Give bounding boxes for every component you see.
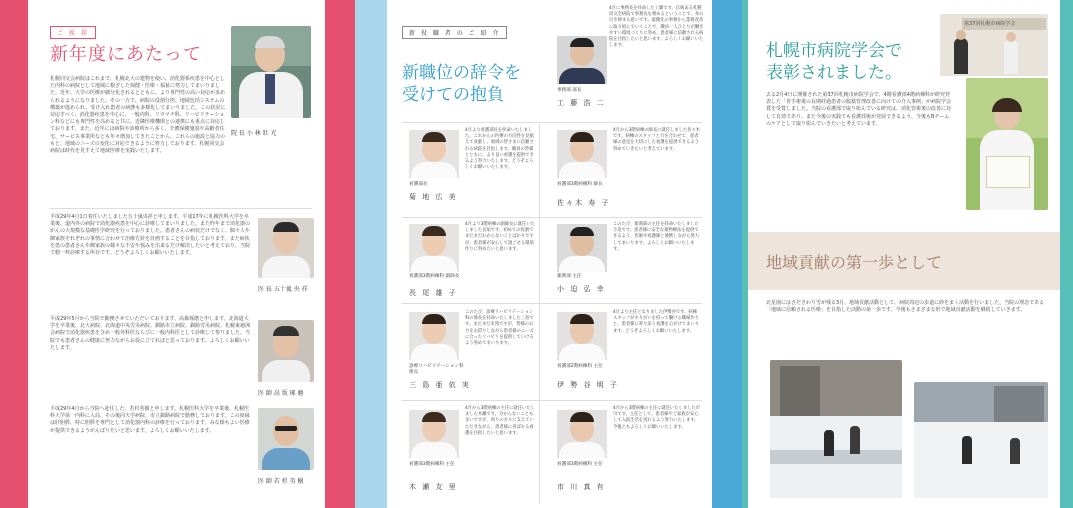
staff-name: 木 瀬 友 里 bbox=[409, 483, 458, 491]
staff-role: 看護部2階病棟科 主任 bbox=[557, 364, 603, 369]
greeting-label: ご 挨 拶 bbox=[50, 26, 96, 39]
staff-name: 長 尾 雄 子 bbox=[409, 289, 458, 297]
divider bbox=[50, 208, 312, 209]
staff-name: 工 藤 浩 二 bbox=[557, 99, 606, 107]
divider bbox=[402, 303, 702, 304]
staff-photo-nagao bbox=[409, 224, 459, 272]
staff-photo-kosako bbox=[557, 224, 607, 272]
blue-gutter-strip-right bbox=[712, 0, 742, 508]
staff-message: 4月から3階病棟の主任に就任いたしました市川です。主任として、患者様やご家族が安心して入院生活を送れるよう努力いたします。今後ともよろしくお願いいたします。 bbox=[613, 406, 701, 430]
staff-photo-iseya bbox=[557, 312, 607, 360]
award-winner-photo bbox=[966, 78, 1048, 210]
snow-activity-photo-1 bbox=[770, 360, 902, 498]
page-awards-community bbox=[748, 0, 1060, 508]
pink-gutter-strip bbox=[325, 0, 355, 508]
staff-message: 4月に事務長を拝命した工藤です。伝統ある札幌同交会病院で事務長を務めるということで、身の引き締まる思いです。最優先の事務から業務改善に取り組んでいくことで、職員一人ひとりが働きやすい環境づくりに努め、患者様に信頼される病院を目指したいと思います。よろしくお願いいたします。 bbox=[609, 6, 704, 49]
staff-message: 4月より3階病棟の副師長に就任いたしました長尾です。初めての役割でまだまだわからないことばかりですが、患者様が安心して過ごせる環境作りに努めたいと思います。 bbox=[465, 222, 535, 252]
staff-name: 小 迫 弘 幸 bbox=[557, 285, 606, 293]
community-title: 地域貢献の第一歩として bbox=[766, 253, 943, 272]
blue-gutter-strip bbox=[355, 0, 387, 508]
doctor-2-photo bbox=[258, 218, 314, 278]
staff-role: 看護部3階病棟科 主任 bbox=[409, 462, 455, 467]
award-text: 去る2月4日に開催された第37回札幌市病院学会で、4階看護部4階病棟科が研究発表した「胃手術後の長期経過患者の服薬管理改善に向けての介入事例」が病院学会賞を受賞しました。当院の看護部で取り組んでいる研究は、消化管術後の改善に対して有効であり、また今後の実践でも看護技術が発展できるよう、今後もBチームのケアとして取り組んでいきたいと考えています。 bbox=[766, 92, 952, 127]
doctor-2-caption: 医 長 五十嵐 央 祥 bbox=[258, 286, 308, 293]
pink-border-strip bbox=[0, 0, 28, 508]
doctor-3-text: 平成29年5月から当院で勤務させていただいております、高森琢磨と申します。北海道大学を卒業後、北大病院、北海道中央労災病院、釧路市立病院、釧路労災病院、札幌東徳洲会病院で消化器疾患を含め一般外科医ならびに一般内科医として診療して参りました。当院でも患者さんの健康に努力ながらお役に立てればと思っております。よろしくお願いいたします。 bbox=[50, 316, 251, 351]
staff-message: 4月より主任となりました伊勢谷です。病棟スタッフがやりがいを持って働ける職場作りと、患者様に寄り添う看護を心がけてまいります。どうぞよろしくお願いいたします。 bbox=[613, 310, 699, 334]
community-text: 北星園にはさださわり雪が残る3月、地域貢献活動として、病院周辺の歩道に砂をまく活動を行いました。当院の理念である「地域に信頼される医療」を目指した活動の第一歩です。今後もさまざまな形で地域貢献活動を継続していきます。 bbox=[766, 300, 1045, 314]
staff-photo-kise bbox=[409, 410, 459, 458]
doctor-4-text: 平成29年4月から当院へ赴任した、若杉英樹と申します。札幌医科大学を卒業後、札幌医科大学第一内科に入局、その後同大学病院、市立釧路病院で勤務しております。この度縁は肝胆膵、特に胆膵を専門として消化器内科の診療を行っております。みな様もよい医療が提供できるようがんばりたいと思います。よろしくお願いいたします。 bbox=[50, 406, 250, 434]
staff-photo-kudo bbox=[557, 36, 607, 84]
staff-photo-mishima bbox=[409, 312, 459, 360]
staff-photo-kikuchi bbox=[409, 130, 459, 178]
staff-message: このたび、診療リハビリテーション科の係長を拝命いたしました三島です。まだまだ未熟ですが、皆様のお力をお借りしながら患者様のニーズに合ったリハビリを提供していけるよう努めてまいります。 bbox=[465, 310, 534, 347]
staff-photo-sasaki bbox=[557, 130, 607, 178]
staff-role: 看護部3階病棟科 師長 bbox=[557, 182, 603, 187]
staff-photo-ichikawa bbox=[557, 410, 607, 458]
staff-role: 診療リハビリテーション科 係長 bbox=[409, 364, 464, 375]
staff-message: 4月より看護部長を拝命いたしました。これからの医療の方向性を見据えて貢献し、地域の皆さまに信頼される病院を目指します。職員の皆様とともに、より良い看護を提供できるよう努力いたします。どうぞよろしくお願いいたします。 bbox=[465, 128, 534, 171]
page-title: 新年度にあたって bbox=[50, 44, 202, 65]
staff-name: 伊 勢 谷 明 子 bbox=[557, 381, 619, 389]
page-greeting bbox=[28, 0, 325, 508]
divider bbox=[402, 217, 702, 218]
staff-message: このたび、薬剤部の主任を拝命いたしました小迫です。患者様に安全な薬物療法を提供できるよう、医師や看護師と連携しながら努力してまいります。よろしくお願いいたします。 bbox=[613, 222, 699, 252]
director-photo bbox=[231, 26, 311, 118]
staff-role: 薬剤部 主任 bbox=[557, 274, 582, 279]
doctor-4-caption: 医 師 若 杉 英 樹 bbox=[258, 478, 304, 485]
staff-role: 事務部 部長 bbox=[557, 88, 582, 93]
award-banner: 第37回札幌市病院学会 bbox=[964, 21, 1016, 27]
section-label bbox=[50, 20, 96, 39]
divider bbox=[402, 400, 702, 401]
doctor-4-photo bbox=[258, 408, 314, 470]
page-title-line-1: 新職位の辞令を bbox=[402, 63, 521, 83]
staff-name: 市 川 真 有 bbox=[557, 483, 606, 491]
page-title-line-2: 受けての抱負 bbox=[402, 85, 504, 105]
doctor-2-text: 平成29年4月1日着任いたしました五十嵐央祥と申します。平成17年に札幌医科大学を卒業後、道内外の病院で消化器疾患を中心に診療してまいりました。また昨年まで消化器のがんの大規模な基礎医学研究を行っておりました。患者さんの病状だけでなく、個々人や御家族それぞれの事情に合わせて治療方針を計画することを目指しております。また病状を患の患者さんや御家族の様々な不安や悩みを出来るだけ解決したいと考えており、当院で精一杯診療する所存です。どうぞよろしくお願いいたします。 bbox=[50, 214, 251, 257]
divider bbox=[539, 124, 540, 504]
staff-name: 佐々木 寿 子 bbox=[557, 199, 611, 207]
doctor-3-photo bbox=[258, 320, 314, 382]
staff-name: 菊 地 広 美 bbox=[409, 193, 458, 201]
staff-role: 看護部長 bbox=[409, 182, 428, 187]
greeting-intro-text: 札幌同交会病院はこれまで、札幌北大の建物を使い、消化器系疾患を中心とした内科の病院として地域に根ざした保健・医療・福祉に努力してまいりました。近年、大学の医療が細分化されるとともに、より専門性の高い対応が求められるようになりました。その一方で、病院の役割分担、地域包括システムの構築が進められ、受け入れ患者の病態も多様化してまいりました。この状況に対応すべく、消化器疾患を中心に、一般内科、リウマチ科、リハビリテーション科などにも専門性を高めると共に、近隣医療機関との連携にも重点に対応しております。また、近年には病院や診療所から多く、介護保険施設や高齢者住宅、サービス事業所なども年々増加してきたことから、これらの施設と協力のもと、地域のニーズの変化に対応できるように努力しております。札幌同交会病院は時代を見すえて地域医療を実践いたします。 bbox=[50, 76, 226, 155]
section-label bbox=[402, 20, 507, 39]
award-title-line-1: 札幌市病院学会で bbox=[766, 41, 902, 61]
snow-activity-photo-2 bbox=[914, 382, 1048, 498]
award-title-line-2: 表彰されました。 bbox=[766, 63, 902, 83]
award-ceremony-photo bbox=[940, 14, 1048, 76]
doctor-3-caption: 医 師 高 坂 琢 磨 bbox=[258, 390, 304, 397]
page-new-positions bbox=[387, 0, 712, 508]
staff-name: 三 島 亜 依 実 bbox=[409, 381, 471, 389]
staff-role: 看護部3階病棟科 主任 bbox=[557, 462, 603, 467]
staff-message: 4月から3階病棟の主任に就任いたしました木瀬です。分からないことも多いですが、周りの方々に支えていただきながら、患者様に喜ばれる看護を目指したいと思います。 bbox=[465, 406, 535, 436]
divider bbox=[402, 122, 702, 123]
director-caption: 院 長 小 林 壯 光 bbox=[231, 130, 277, 137]
teal-border-strip bbox=[1060, 0, 1073, 508]
new-positions-label: 新 役 職 者 の ご 紹 介 bbox=[402, 26, 507, 39]
staff-message: 4月から3階病棟の師長に就任しました佐々木です。病棟のスタッフと力を合わせて、患者様の意見を大切にした看護を提供できるよう努めていきたいと考えています。 bbox=[613, 128, 701, 152]
staff-role: 看護部3階病棟科 副師長 bbox=[409, 274, 460, 279]
